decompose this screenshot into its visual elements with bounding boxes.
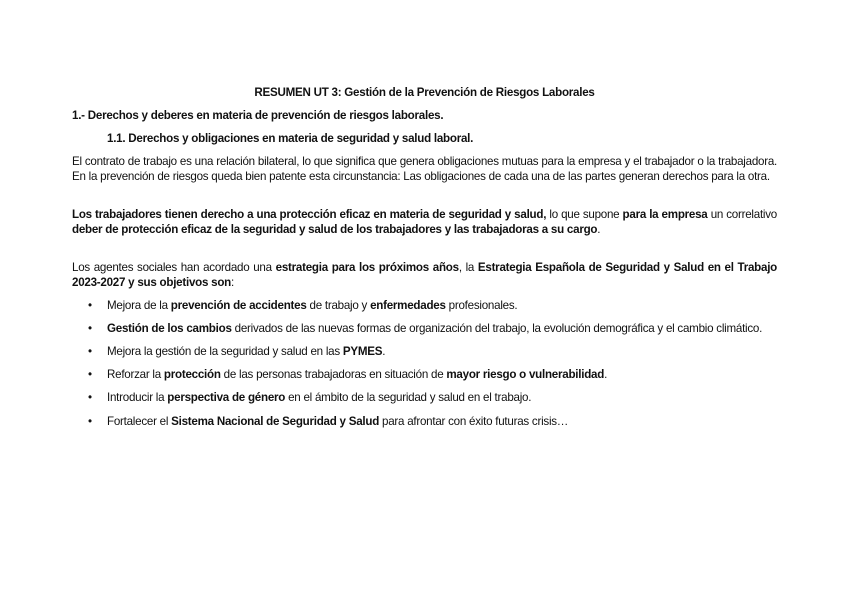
text-run: para afrontar con éxito futuras crisis…	[379, 415, 569, 428]
bold-text: Estrategia Española de Seguridad y Salud en el Trabajo 2023-2027 y sus objetivos son	[72, 261, 777, 289]
text-run: .	[604, 368, 608, 381]
text-run: derivados de las nuevas formas de organización del trabajo, la evolución demográfica y el cambio climático.	[231, 322, 763, 335]
text-run: Fortalecer el	[107, 415, 172, 428]
paragraph-contract	[72, 154, 777, 184]
text-run: lo que supone	[546, 208, 623, 221]
text-run: , la	[458, 261, 478, 274]
list-item	[72, 414, 777, 429]
text-run: .	[597, 223, 601, 236]
text-run: .	[382, 345, 386, 358]
bold-text: protección	[163, 368, 221, 381]
list-item	[72, 367, 777, 382]
text-run: Los agentes sociales han acordado una	[72, 261, 276, 274]
bold-text: Gestión de los cambios	[107, 322, 232, 335]
text-run: en el ámbito de la seguridad y salud en el trabajo.	[285, 391, 532, 404]
bold-text: deber de protección eficaz de la seguridad y salud de los trabajadores y las trabajadoras a su cargo	[72, 223, 598, 236]
paragraph-strategy	[72, 260, 777, 290]
text-run: Mejora de la	[107, 299, 171, 312]
list-item	[72, 321, 777, 336]
document-title: RESUMEN UT 3: Gestión de la Prevención de Riesgos Laborales	[254, 86, 595, 99]
text-run: Mejora la gestión de la seguridad y salud en las	[107, 345, 343, 358]
text-run: profesionales.	[445, 299, 518, 312]
list-item	[72, 298, 777, 313]
objectives-list	[72, 298, 777, 429]
subsection-heading: 1.1. Derechos y obligaciones en materia de seguridad y salud laboral.	[107, 132, 474, 145]
bold-text: para la empresa	[622, 208, 708, 221]
text-run: de las personas trabajadoras en situación de	[220, 368, 447, 381]
text-run: de trabajo y	[306, 299, 371, 312]
bold-text: Sistema Nacional de Seguridad y Salud	[171, 415, 380, 428]
bold-text: PYMES	[342, 345, 383, 358]
text-run: Reforzar la	[107, 368, 164, 381]
bold-text: Los trabajadores tienen derecho a una protección eficaz en materia de seguridad y salud,	[72, 208, 547, 221]
text-run: El contrato de trabajo es una relación bilateral, lo que significa que genera obligaciones mutuas para la empresa y el trabajador o la trabajadora. En la prevención de riesgos queda bien patente esta circunstancia: Las obligaciones de cada una de las partes generan derechos para la otra.	[72, 155, 777, 183]
section-heading: 1.- Derechos y deberes en materia de prevención de riesgos laborales.	[72, 109, 444, 122]
text-run: :	[231, 276, 234, 289]
text-run: un correlativo	[707, 208, 777, 221]
paragraph-rights	[72, 207, 777, 237]
bold-text: mayor riesgo o vulnerabilidad	[446, 368, 605, 381]
text-run: Introducir la	[107, 391, 168, 404]
bold-text: estrategia para los próximos años	[275, 261, 459, 274]
list-item	[72, 344, 777, 359]
list-item	[72, 390, 777, 405]
bold-text: perspectiva de género	[167, 391, 286, 404]
bold-text: enfermedades	[370, 299, 446, 312]
bold-text: prevención de accidentes	[170, 299, 307, 312]
